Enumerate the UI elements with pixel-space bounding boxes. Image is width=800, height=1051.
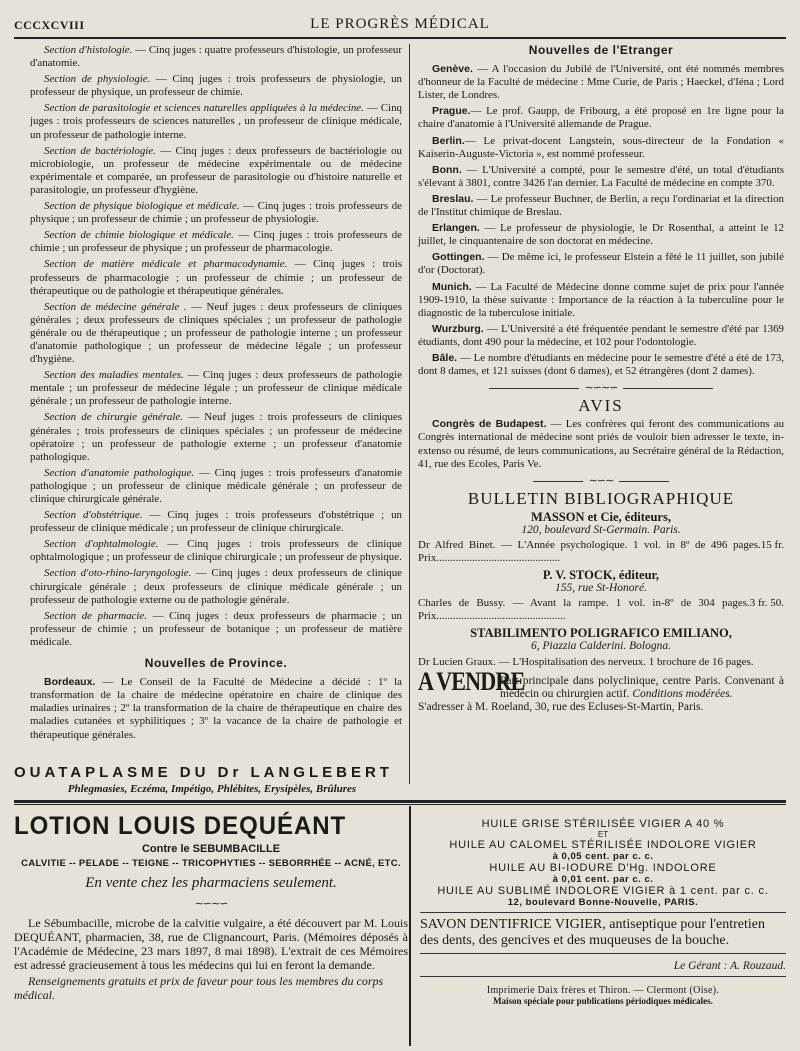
jury-section xyxy=(30,467,402,506)
jury-section-text: — Cinq juges : trois professeurs d'obstétrique ; un professeur de clinique médicale ; un professeur de clinique chirurgicale. xyxy=(30,509,403,535)
vigier-ad xyxy=(420,818,786,1006)
jury-section-lead: Section de pharmacie. xyxy=(44,609,147,622)
column-divider xyxy=(409,44,410,784)
bulletin-title: BULLETIN BIBLIOGRAPHIQUE xyxy=(467,488,735,508)
book-description: Charles de Bussy. — Avant la rampe. 1 vol. in-8º de 304 pages. Prix............................................... xyxy=(418,597,750,623)
jury-section-text: — Cinq juges : trois professeurs de physique ; un professeur de chimie ; un professeur de physiologie. xyxy=(30,200,402,226)
foreign-news-item-lead: Berlin. xyxy=(432,134,465,147)
foreign-news-item-lead: Erlangen. xyxy=(432,222,480,235)
jury-section-text: — Neuf juges : trois professeurs de cliniques générales ; trois professeurs de cliniques spéciales ; un professeur de médecine opératoire ; un professeur de pathologie externe ; un professeur d'anatomie pathologique. xyxy=(30,411,403,463)
jury-section-lead: Section de chirurgie générale. xyxy=(44,411,183,424)
publisher-address: 120, boulevard St-Germain. Paris. xyxy=(521,524,681,537)
jury-section-lead: Section de matière médicale et pharmacodynamie. xyxy=(44,258,288,271)
book-price: 3 fr. 50. xyxy=(749,597,784,610)
jury-section-lead: Section de parasitologie et sciences naturelles appliquées à la médecine. xyxy=(44,102,364,115)
a-vendre-ad xyxy=(418,666,784,714)
ouataplasme-indications: Phlegmasies, Eczéma, Impétigo, Phlébites, Erysipèles, Brûlures xyxy=(67,783,357,795)
province-heading: Nouvelles de Province. xyxy=(144,656,288,671)
gerant-line: Le Gérant : A. Rouzaud. xyxy=(673,960,786,972)
ornament-divider: ∼∽∼ xyxy=(418,475,784,488)
foreign-news-item xyxy=(418,105,784,131)
foreign-news-item xyxy=(418,63,784,102)
jury-section xyxy=(30,258,402,297)
foreign-news-item-lead: Genève. xyxy=(432,63,473,76)
lotion-dequeant-ad xyxy=(14,812,408,1002)
lotion-note: Renseignements gratuits et prix de faveur pour tous les membres du corps médical. xyxy=(14,974,384,1002)
foreign-news-item xyxy=(418,281,784,320)
left-column xyxy=(30,44,402,745)
jury-section-lead: Section de chimie biologique et médicale. xyxy=(44,229,234,242)
ornament-divider: ∼∽∼∽ xyxy=(194,897,228,910)
vigier-address: 12, boulevard Bonne-Nouvelle, PARIS. xyxy=(507,897,699,908)
jury-section-text: — Cinq juges : trois professeurs de pharmacologie ; un professeur de chimie ; un professeur de thérapeutique ou de pathologie et thérapeutique générales. xyxy=(30,258,403,297)
bottom-column-divider xyxy=(409,806,411,1046)
ornament-divider: ∼∽∼∽ xyxy=(418,382,784,395)
page-number: CCCXCVIII xyxy=(14,18,85,32)
jury-section-text: — Cinq juges : deux professeurs de pathologie mentale ; un professeur de médecine légale ; un professeur de clinique médicale générale ; un professeur de pathologie interne. xyxy=(30,369,402,408)
jury-section xyxy=(30,102,402,141)
foreign-news-item-lead: Bâle. xyxy=(432,351,458,364)
lotion-conditions: CALVITIE -- PELADE -- TEIGNE -- TRICOPHYTIES -- SEBORRHÉE -- ACNÉ, ETC. xyxy=(21,858,401,869)
province-item-lead: Bordeaux. xyxy=(44,676,96,689)
foreign-news-item-lead: Gottingen. xyxy=(432,251,485,264)
jury-section-text: — Cinq juges : quatre professeurs d'histologie, un professeur d'anatomie. xyxy=(30,44,402,70)
lotion-title: LOTION LOUIS DEQUÉANT xyxy=(14,812,347,840)
lotion-body: Le Sébumbacille, microbe de la calvitie vulgaire, a été découvert par M. Louis DEQUÉANT, pharmacien, 38, rue de Clignancourt, Paris. (Mémoires déposés à l'Académie de Médecine, 23 mars 1897, 8 mai 1898). L'extrait de ces Mémoires est adressé gracieusement à tous les médecins qui lui en feront la demande. xyxy=(14,916,408,972)
vigier-line: ET xyxy=(597,830,609,839)
book-price: 15 fr. xyxy=(760,539,784,552)
foreign-news-item xyxy=(418,164,784,190)
imprimerie-note: Maison spéciale pour publications périodiques médicales. xyxy=(493,996,713,1006)
foreign-news-item-text: — L'Université a été fréquentée pendant le semestre d'été par 1369 étudiants, dont 490 pour la médecine, et 102 pour l'odontologie. xyxy=(418,322,784,348)
lotion-availability: En vente chez les pharmaciens seulement. xyxy=(85,875,337,891)
jury-section-text: — Cinq juges : trois professeurs de physiologie, un professeur de physique, un professeur de chimie. xyxy=(30,73,402,99)
ouataplasme-ad xyxy=(14,764,410,804)
foreign-news-item xyxy=(418,323,784,349)
foreign-news-item-text: — Le nombre d'étudiants en médecine pour le semestre d'été a été de 173, dont 8 dames, et 121 suisses (dont 6 dames), et 52 étrangères (dont 2 dames). xyxy=(418,351,784,378)
vigier-line: HUILE AU SUBLIMÉ INDOLORE VIGIER à 1 cent. par c. c. xyxy=(437,885,769,897)
savon-ad: SAVON DENTIFRICE VIGIER, antiseptique pour l'entretien des dents, des gencives et des muqueuses de la bouche. xyxy=(420,917,765,948)
jury-section xyxy=(30,145,402,197)
jury-section-lead: Section de médecine générale . xyxy=(44,300,187,313)
jury-section-text: — Cinq juges : deux professeurs de clinique chirurgicale générale ; deux professeurs de clinique médicale générale ; un professeur de pathologie externe ou de pathologie générale. xyxy=(30,567,402,606)
foreign-news-item xyxy=(418,352,784,378)
avis-lead: Congrès de Budapest. xyxy=(432,418,547,431)
foreign-news-item-lead: Wurzburg. xyxy=(432,322,484,335)
foreign-news xyxy=(418,63,784,378)
jury-section-lead: Section d'obstétrique. xyxy=(44,509,143,522)
book-entry xyxy=(418,539,784,565)
jury-section xyxy=(30,44,402,70)
bottom-rule xyxy=(14,800,786,805)
avis-title: AVIS xyxy=(578,396,624,416)
jury-section-text: — Cinq juges : deux professeurs de bactériologie ou microbiologie, un professeur de médecine expérimentale ou de médecine expérimentale et comparée, un professeur de parasitologie ou d'histoire naturelle et parasitologie, un professeur d'hygiène. xyxy=(30,144,402,196)
foreign-news-item xyxy=(418,222,784,248)
jury-section xyxy=(30,567,402,606)
publisher-address: 6, Piazzia Calderini. Bologna. xyxy=(531,640,671,653)
province-item xyxy=(30,676,402,741)
jury-section-lead: Section d'ophtalmologie. xyxy=(44,538,159,551)
foreign-news-item xyxy=(418,193,784,219)
book-description: Dr Lucien Graux. — L'Hospitalisation des nerveux. 1 brochure de 16 pages. xyxy=(418,655,754,668)
publisher-address: 155, rue St-Honoré. xyxy=(555,582,647,595)
foreign-news-item-lead: Munich. xyxy=(432,280,472,293)
a-vendre-label: A VENDRE xyxy=(418,666,525,696)
jury-section-lead: Section des maladies mentales. xyxy=(44,369,184,382)
foreign-news-item-text: — Le professeur de physiologie, le Dr Rosenthal, a atteint le 12 juillet, le cinquantenaire de son doctorat en médecine. xyxy=(418,222,784,248)
avis-text: — Les confrères qui feront des communications au Congrès international de médecine sont priés de vouloir bien adresser le texte, in-extenso ou résumé, de leurs communications, au Secrétaire général de la Rédaction, 41, rue des Ecoles, Paris Ve. xyxy=(418,418,785,470)
vigier-rule xyxy=(420,953,786,954)
jury-section-lead: Section d'oto-rhino-laryngologie. xyxy=(44,567,192,580)
jury-section-text: — Cinq juges : trois professeurs de chimie ; un professeur de physique ; un professeur de pharmacologie. xyxy=(30,229,402,255)
header-rule xyxy=(14,37,786,39)
jury-section-lead: Section d'anatomie pathologique. xyxy=(44,466,195,479)
foreign-news-item-lead: Bonn. xyxy=(432,163,462,176)
foreign-news-item-lead: Breslau. xyxy=(432,192,474,205)
publisher-name: MASSON et Cie, éditeurs, xyxy=(531,510,671,524)
book-description: Dr Alfred Binet. — L'Année psychologique. 1 vol. in 8º de 496 pages. Prix............................................. xyxy=(418,539,761,565)
jury-section xyxy=(30,301,402,366)
vigier-line: HUILE GRISE STÉRILISÉE VIGIER A 40 % xyxy=(481,818,725,830)
jury-section xyxy=(30,200,402,226)
lotion-subtitle: Contre le SEBUMBACILLE xyxy=(141,843,281,855)
province-news xyxy=(30,676,402,741)
jury-sections xyxy=(30,44,402,649)
avis-paragraph xyxy=(418,418,784,470)
jury-section xyxy=(30,509,402,535)
foreign-news-item-text: — Le prof. Gaupp, de Fribourg, a été proposé en 1re ligne pour la chaire d'anatomie à l'Université allemande de Prague. xyxy=(418,105,784,131)
a-vendre-contact: S'adresser à M. Roeland, 30, rue des Ecluses-St-Martin, Paris. xyxy=(418,700,704,713)
vigier-rule xyxy=(420,912,786,913)
jury-section xyxy=(30,229,402,255)
foreign-news-item-text: — La Faculté de Médecine donne comme sujet de prix pour l'année 1909-1910, la thèse suivante : Importance de la réaction à la tuberculine pour le diagnostic de la tuberculose initiale. xyxy=(418,280,784,319)
vigier-line: à 0,01 cent. par c. c. xyxy=(552,874,654,885)
foreign-news-item-text: — A l'occasion du Jubilé de l'Université, ont été nommés membres d'honneur de la Faculté de médecine : Mme Curie, de Paris ; Haeckel, d'Iéna ; Lord Lister, de Londres. xyxy=(418,63,784,102)
vigier-line: HUILE AU CALOMEL STÉRILISÉE INDOLORE VIGIER xyxy=(449,839,757,851)
publisher-name: STABILIMENTO POLIGRAFICO EMILIANO, xyxy=(470,626,732,641)
foreign-news-item xyxy=(418,251,784,277)
foreign-news-item xyxy=(418,135,784,161)
vigier-line: à 0,05 cent. par c. c. xyxy=(552,851,654,862)
right-column xyxy=(418,44,784,714)
vigier-rule xyxy=(420,976,786,977)
a-vendre-text: Part principale dans polyclinique, centre Paris. Convenant à médecin ou chirurgien actif. xyxy=(500,674,784,700)
jury-section-lead: Section de physique biologique et médicale. xyxy=(44,200,240,213)
jury-section xyxy=(30,538,402,564)
foreign-news-item-text: — Le privat-docent Langstein, sous-directeur de la Fondation « Kaiserin-Auguste-Victoria », est nommé professeur. xyxy=(418,134,784,160)
jury-section-text: — Cinq juges : trois professeurs de sciences naturelles , un professeur de clinique médicale, un professeur de pathologie interne. xyxy=(30,102,402,141)
foreign-news-item-text: — Le professeur Buchner, de Berlin, a reçu l'ordinariat et la direction de l'Institut chimique de Breslau. xyxy=(418,192,784,219)
jury-section-lead: Section de physiologie. xyxy=(44,73,151,86)
jury-section-lead: Section de bactériologie. xyxy=(44,144,156,157)
foreign-news-item-lead: Prague. xyxy=(432,105,471,118)
foreign-news-item-text: — De même ici, le professeur Elstein a fêté le 11 juillet, son jubilé d'or (Doctorat). xyxy=(418,251,784,277)
a-vendre-conditions: Conditions modérées. xyxy=(632,687,733,700)
jury-section xyxy=(30,73,402,99)
vigier-line: HUILE AU BI-IODURE D'Hg. INDOLORE xyxy=(489,862,717,874)
publisher-list xyxy=(418,511,784,669)
foreign-news-item-text: — L'Université a compté, pour le semestre d'été, un total d'étudiants s'élevant à 3801, contre 3426 l'an dernier. La Faculté de médecine en compte 370. xyxy=(418,163,784,189)
publisher-name: P. V. STOCK, éditeur, xyxy=(542,568,660,583)
jury-section-text: — Neuf juges : deux professeurs de cliniques générales ; deux professeurs de cliniques spéciales ; un professeur de pathologie générale ou de thérapeutique ; un professeur de pathologie interne ; un professeur d'anatomie pathologique ; un professeur de médecine légale ; un professeur d'hygiène. xyxy=(30,300,402,366)
jury-section-lead: Section d'histologie. xyxy=(44,44,133,56)
ouataplasme-title: OUATAPLASME DU Dr LANGLEBERT xyxy=(14,764,393,781)
jury-section-text: — Cinq juges : trois professeurs de clinique ophtalmologique ; un professeur de clinique chirurgicale ; un professeur de physique. xyxy=(30,538,402,564)
jury-section xyxy=(30,369,402,408)
imprimerie-line: Imprimerie Daix frères et Thiron. — Clermont (Oise). xyxy=(486,985,720,996)
jury-section xyxy=(30,610,402,649)
book-entry xyxy=(418,597,784,623)
province-item-text: — Le Conseil de la Faculté de Médecine a décidé : 1º la transformation de la chaire de médecine opératoire en chaire de clinique des maladies urinaires ; 2º la transformation de la chaire de thérapeutique en chaire des maladies cutanées et syphilitiques ; 3º la vacance de la chaire de pathologie et thérapeutique générales. xyxy=(30,676,402,741)
journal-title: LE PROGRÈS MÉDICAL xyxy=(310,16,490,32)
etranger-heading: Nouvelles de l'Etranger xyxy=(528,43,674,57)
jury-section-text: — Cinq juges : trois professeurs d'anatomie pathologique ; un professeur de clinique médicale générale ; un professeur de clinique chirurgicale générale. xyxy=(30,466,402,505)
jury-section-text: — Cinq juges : deux professeurs de pharmacie ; un professeur de chimie ; un professeur de botanique ; un professeur de matière médicale. xyxy=(30,609,402,648)
page-header xyxy=(14,14,786,36)
jury-section xyxy=(30,411,402,463)
